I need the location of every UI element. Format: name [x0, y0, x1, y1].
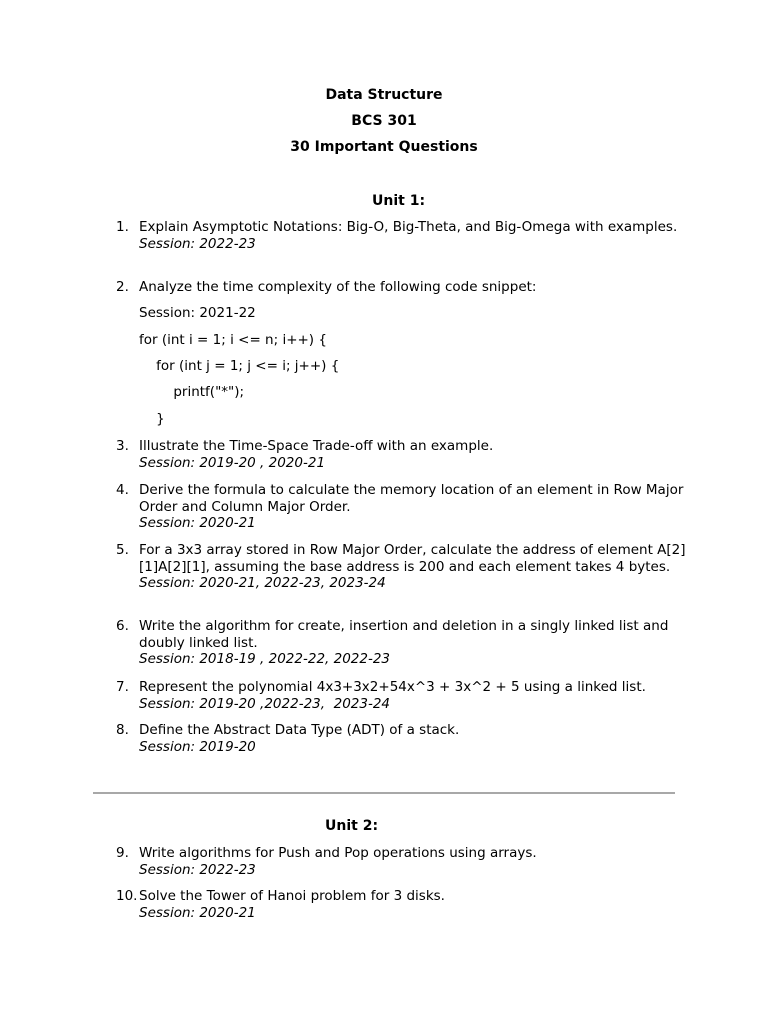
code-line: } [139, 411, 165, 427]
question-session: Session: 2022-23 [139, 235, 256, 252]
question-number: 3. [116, 438, 129, 454]
question-10 [116, 888, 686, 921]
question-9 [116, 845, 686, 878]
question-text: Represent the polynomial 4x3+3x2+54x^3 + 3x^2 + 5 using a linked list. [139, 679, 646, 695]
unit-2-heading: Unit 2: [325, 818, 379, 834]
question-2-session: Session: 2021-22 [139, 305, 256, 321]
question-number: 10. [116, 888, 138, 904]
question-5 [116, 542, 686, 592]
course-code: BCS 301 [351, 113, 417, 129]
question-3 [116, 438, 686, 471]
question-session: Session: 2022-23 [139, 861, 256, 878]
question-4 [116, 482, 686, 532]
question-number: 2. [116, 279, 129, 295]
question-number: 7. [116, 679, 129, 695]
question-2 [116, 279, 686, 296]
question-session: Session: 2018-19 , 2022-22, 2022-23 [139, 651, 391, 668]
document-title: Data Structure [325, 87, 443, 103]
code-line: for (int j = 1; j <= i; j++) { [139, 358, 340, 374]
question-number: 8. [116, 722, 129, 738]
question-7 [116, 679, 686, 712]
question-8 [116, 722, 686, 755]
question-number: 5. [116, 542, 129, 558]
question-text: Write the algorithm for create, insertion and deletion in a singly linked list and doubly linked list. [139, 618, 669, 651]
question-number: 4. [116, 482, 129, 498]
question-text: Analyze the time complexity of the following code snippet: [139, 279, 537, 295]
question-session: Session: 2019-20 ,2022-23, 2023-24 [139, 695, 391, 712]
question-number: 9. [116, 845, 129, 861]
document-subtitle: 30 Important Questions [290, 139, 478, 155]
question-number: 1. [116, 219, 129, 235]
code-line: printf("*"); [139, 384, 245, 400]
question-session: Session: 2019-20 [139, 738, 256, 755]
question-text: Illustrate the Time-Space Trade-off with an example. [139, 438, 494, 454]
question-text: Solve the Tower of Hanoi problem for 3 disks. [139, 888, 445, 904]
section-divider [93, 792, 675, 794]
question-session: Session: 2020-21 [139, 904, 256, 921]
question-text: For a 3x3 array stored in Row Major Order, calculate the address of element A[2][1]A[2][1], assuming the base address is 200 and each element takes 4 bytes. [139, 542, 686, 575]
question-6 [116, 618, 686, 668]
question-session: Session: 2020-21, 2022-23, 2023-24 [139, 575, 386, 592]
question-text: Define the Abstract Data Type (ADT) of a stack. [139, 722, 460, 738]
question-text: Derive the formula to calculate the memory location of an element in Row Major Order and Column Major Order. [139, 482, 684, 515]
unit-1-heading: Unit 1: [372, 193, 426, 209]
code-line: for (int i = 1; i <= n; i++) { [139, 332, 327, 348]
question-number: 6. [116, 618, 129, 634]
question-session: Session: 2020-21 [139, 515, 256, 532]
question-1 [116, 219, 686, 252]
question-text: Explain Asymptotic Notations: Big-O, Big-Theta, and Big-Omega with examples. [139, 219, 678, 235]
question-session: Session: 2019-20 , 2020-21 [139, 454, 326, 471]
question-text: Write algorithms for Push and Pop operations using arrays. [139, 845, 537, 861]
